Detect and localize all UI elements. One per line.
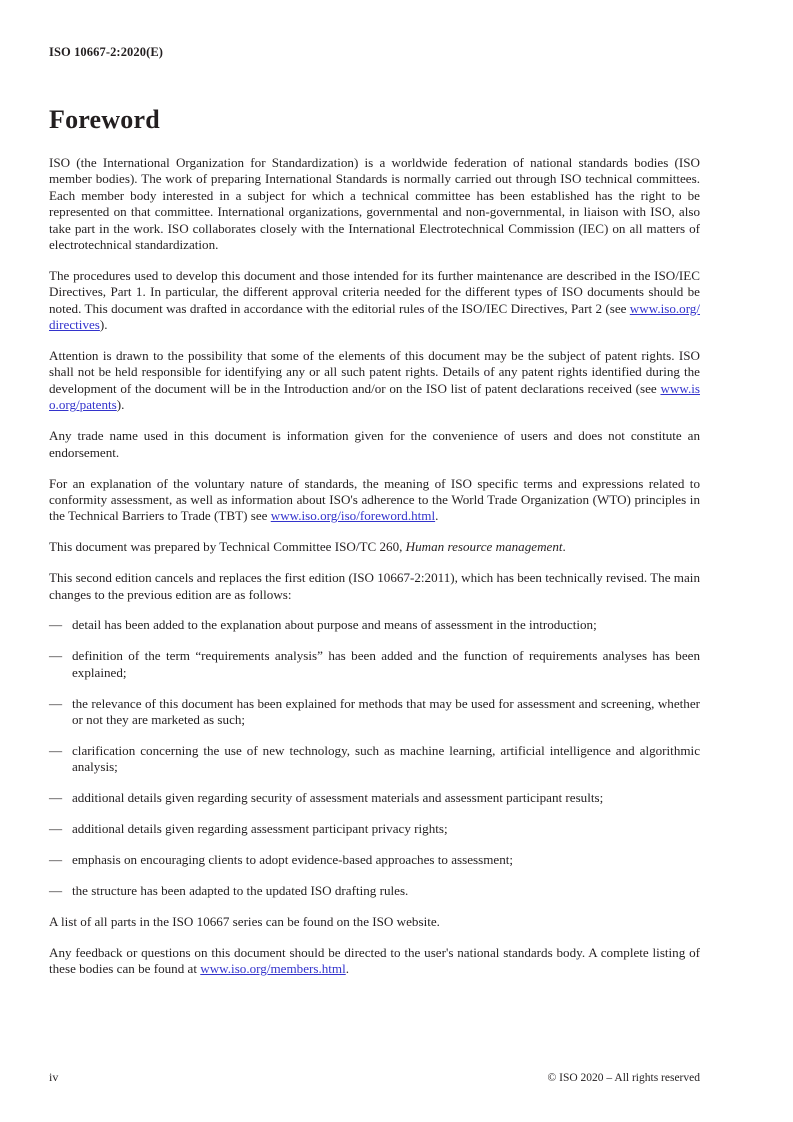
paragraph-committee-text-before: This document was prepared by Technical Committee ISO/TC 260, <box>49 539 406 555</box>
paragraph-conformity-assessment <box>49 476 700 525</box>
paragraph-conformity-text-before: For an explanation of the voluntary nature of standards, the meaning of ISO specific terms and expressions related to conformity assessment, as well as information about ISO's adherence to the World Trade Organization (WTO) principles in the Technical Barriers to Trade (TBT) see <box>49 475 700 524</box>
list-item <box>49 696 700 729</box>
document-header-reference: ISO 10667-2:2020(E) <box>49 45 164 59</box>
paragraph-patent-rights-text-after: ). <box>116 397 125 413</box>
em-dash-marker: — <box>49 695 63 711</box>
list-item-text: detail has been added to the explanation about purpose and means of assessment in the introduction; <box>72 617 597 633</box>
list-item-text: the structure has been adapted to the updated ISO drafting rules. <box>72 883 409 898</box>
link-iso-directives[interactable]: www.iso.org/directives <box>49 300 700 333</box>
paragraph-patent-rights <box>49 348 700 414</box>
changes-list <box>49 617 700 899</box>
list-item <box>49 617 700 633</box>
paragraph-feedback-text-before: Any feedback or questions on this document should be directed to the user's national standards body. A complete listing of these bodies can be found at <box>49 944 700 977</box>
foreword-body <box>49 155 700 992</box>
page-number: iv <box>49 1070 59 1084</box>
link-iso-patents[interactable]: www.iso.org/patents <box>49 380 700 413</box>
list-item-text: clarification concerning the use of new technology, such as machine learning, artificial intelligence and algorithmic analysis; <box>72 742 700 775</box>
list-item-text: definition of the term “requirements analysis” has been added and the function of requirements analyses has been explained; <box>72 648 700 680</box>
em-dash-marker: — <box>49 648 63 664</box>
link-iso-members[interactable]: www.iso.org/members.html <box>200 961 346 977</box>
list-item <box>49 821 700 837</box>
paragraph-parts-list: A list of all parts in the ISO 10667 series can be found on the ISO website. <box>49 913 440 929</box>
list-item-text: emphasis on encouraging clients to adopt evidence-based approaches to assessment; <box>72 852 514 868</box>
list-item <box>49 743 700 776</box>
paragraph-procedures <box>49 268 700 334</box>
em-dash-marker: — <box>49 821 63 837</box>
list-item <box>49 852 700 868</box>
list-item-text: the relevance of this document has been explained for methods that may be used for assessment and screening, whether or not they are marketed as such; <box>72 695 700 728</box>
copyright-notice: © ISO 2020 – All rights reserved <box>547 1072 700 1084</box>
list-item-text: additional details given regarding assessment participant privacy rights; <box>72 821 448 837</box>
paragraph-conformity-text-after: . <box>435 508 439 524</box>
em-dash-marker: — <box>49 883 63 898</box>
link-iso-foreword[interactable]: www.iso.org/iso/foreword.html <box>270 508 436 524</box>
list-item-text: additional details given regarding security of assessment materials and assessment participant results; <box>72 790 604 806</box>
paragraph-technical-committee <box>49 539 700 555</box>
paragraph-procedures-text-after: ). <box>99 317 108 333</box>
em-dash-marker: — <box>49 852 63 868</box>
page-title: Foreword <box>49 105 160 134</box>
paragraph-second-edition: This second edition cancels and replaces the first edition (ISO 10667-2:2011), which has been technically revised. The main changes to the previous edition are as follows: <box>49 570 700 602</box>
paragraph-patent-rights-text-before: Attention is drawn to the possibility that some of the elements of this document may be the subject of patent rights. ISO shall not be held responsible for identifying any or all such patent rights. Details of any patent rights identified during the development of the document will be in the Introduction and/or on the ISO list of patent declarations received (see <box>49 348 700 396</box>
em-dash-marker: — <box>49 790 63 806</box>
paragraph-trade-name: Any trade name used in this document is information given for the convenience of users and does not constitute an endorsement. <box>49 428 700 460</box>
list-item <box>49 790 700 806</box>
paragraph-feedback-text-after: . <box>345 961 350 977</box>
paragraph-procedures-text-before: The procedures used to develop this document and those intended for its further maintenance are described in the ISO/IEC Directives, Part 1. In particular, the different approval criteria needed for the different types of ISO documents should be noted. This document was drafted in accordance with the editorial rules of the ISO/IEC Directives, Part 2 (see <box>49 267 700 316</box>
committee-scope-title: Human resource management <box>405 539 563 555</box>
em-dash-marker: — <box>49 617 63 633</box>
paragraph-committee-text-after: . <box>562 539 566 555</box>
list-item <box>49 883 700 899</box>
paragraph-iso-description: ISO (the International Organization for Standardization) is a worldwide federation of national standards bodies (ISO member bodies). The work of preparing International Standards is normally carried out through ISO technical committees. Each member body interested in a subject for which a technical committee has been established has the right to be represented on that committee. International organizations, governmental and non-governmental, in liaison with ISO, also take part in the work. ISO collaborates closely with the International Electrotechnical Commission (IEC) on all matters of electrotechnical standardization. <box>49 155 700 253</box>
page-footer <box>49 1070 700 1085</box>
paragraph-feedback <box>49 945 700 978</box>
list-item <box>49 648 700 681</box>
em-dash-marker: — <box>49 742 63 758</box>
